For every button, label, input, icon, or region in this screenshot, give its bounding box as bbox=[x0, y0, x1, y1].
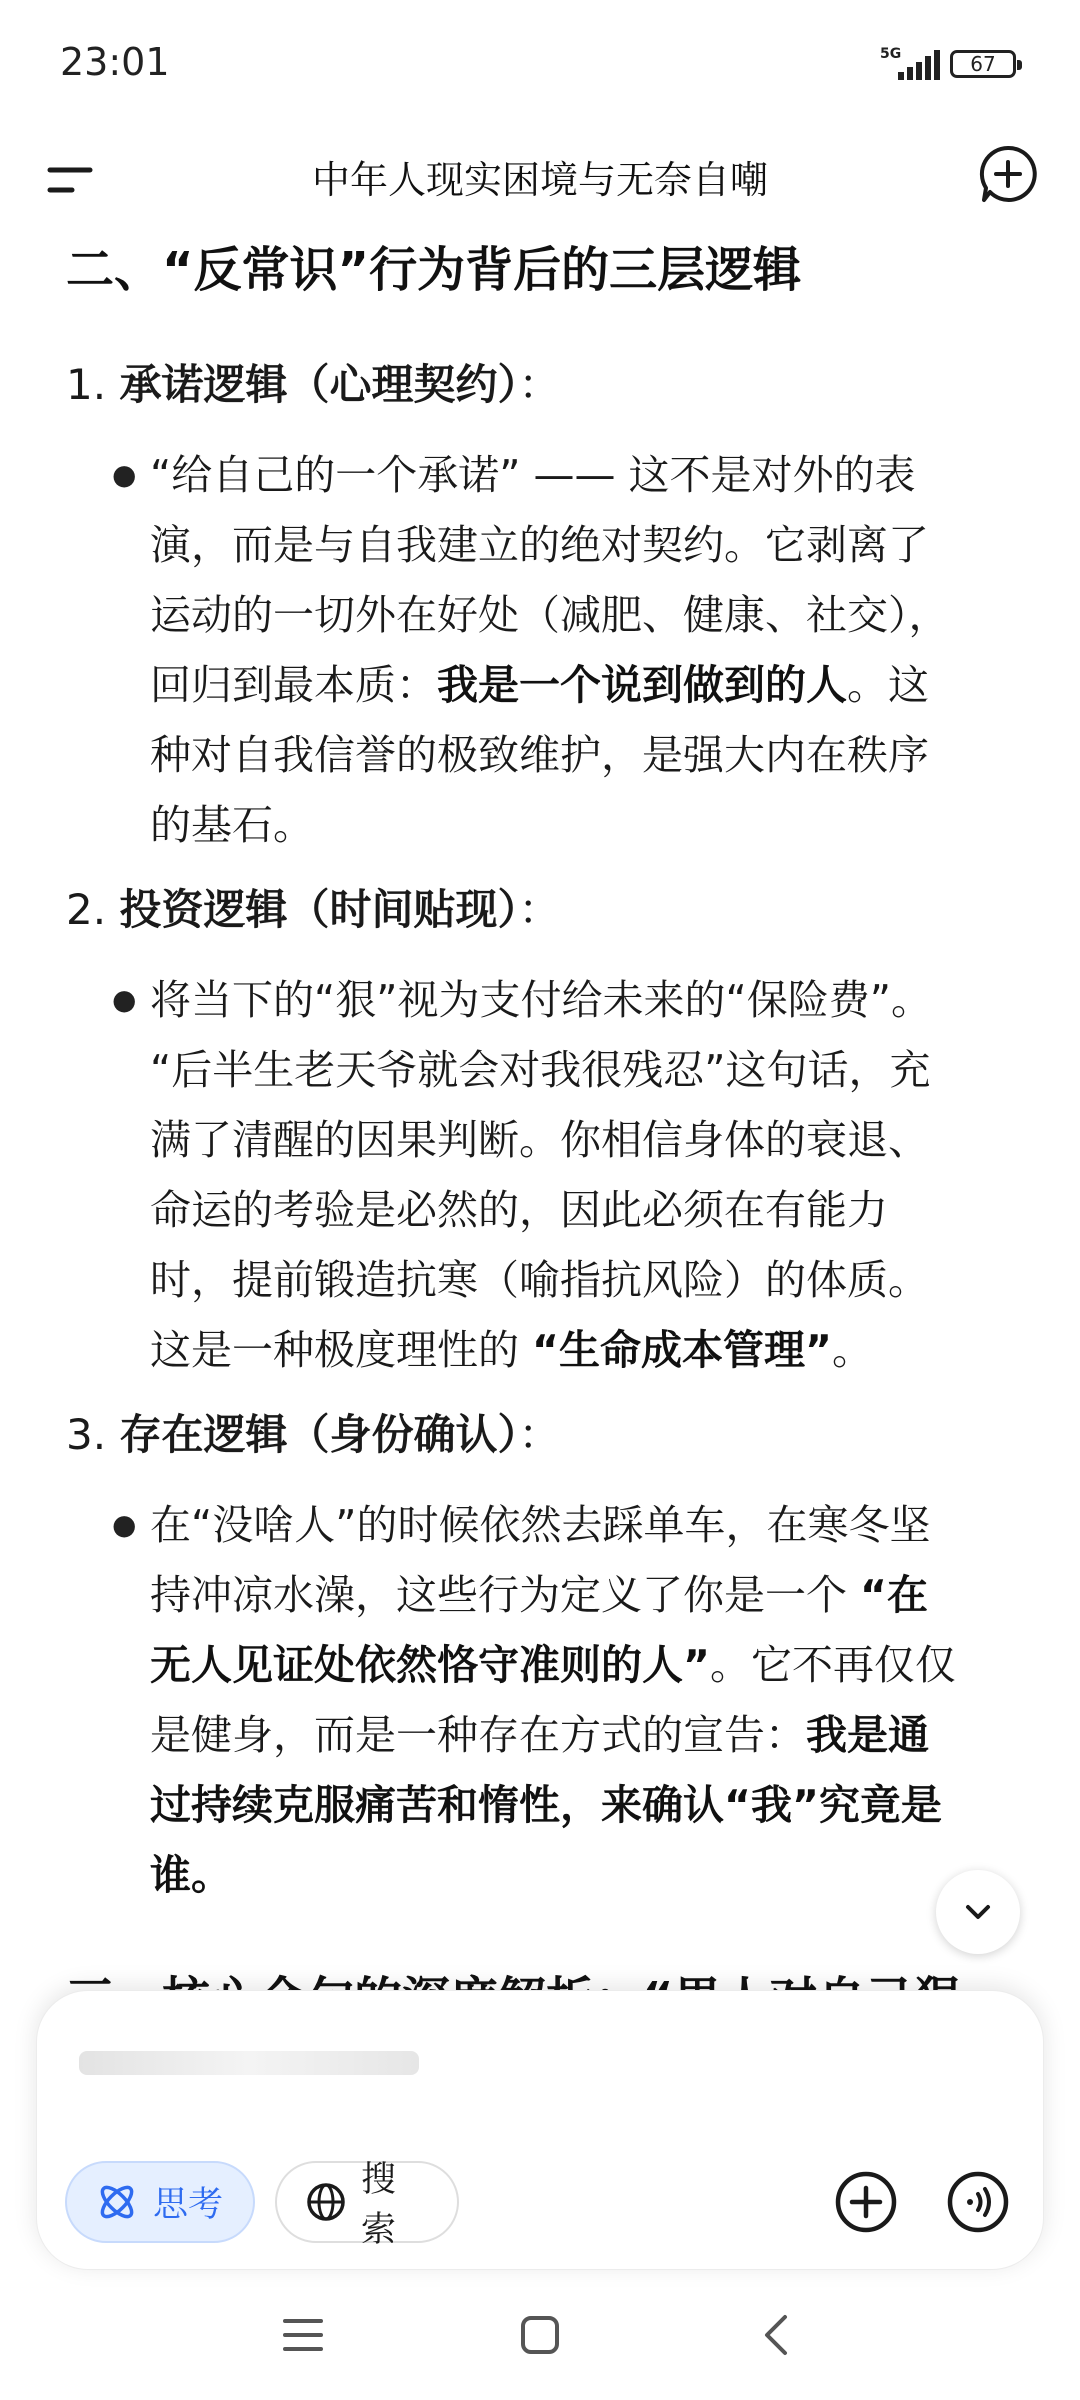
nav-back-button[interactable] bbox=[742, 2300, 812, 2370]
globe-icon bbox=[305, 2181, 347, 2223]
text-segment: 运动的一切外在好处（减肥、健康、社交）， bbox=[150, 591, 950, 639]
list-item-heading bbox=[66, 355, 560, 415]
item-paragraph bbox=[150, 1490, 1020, 1910]
paragraph-line bbox=[150, 1035, 1020, 1105]
status-bar bbox=[0, 0, 1080, 130]
text-segment: 的基石。 bbox=[150, 801, 314, 849]
search-toggle-button[interactable] bbox=[275, 2160, 459, 2250]
bold-text: 我是通 bbox=[806, 1711, 929, 1759]
list-item-heading bbox=[66, 880, 560, 940]
chevron-down-icon bbox=[958, 1892, 998, 1932]
text-segment: “后半生老天爷就会对我很残忍”这句话，充 bbox=[150, 1046, 931, 1094]
item-colon: ： bbox=[518, 885, 561, 934]
bold-text: “在 bbox=[860, 1571, 928, 1619]
text-segment: 回归到最本质： bbox=[150, 661, 437, 709]
paragraph-line bbox=[150, 650, 1020, 720]
bold-text: 谁。 bbox=[150, 1851, 232, 1899]
paragraph-line bbox=[150, 790, 1020, 860]
text-segment: 。它不再仅仅 bbox=[709, 1641, 956, 1689]
battery-level: 67 bbox=[970, 52, 996, 76]
item-title: 承诺逻辑（心理契约） bbox=[119, 360, 519, 409]
think-label: 思考 bbox=[153, 2185, 224, 2225]
input-placeholder-blur bbox=[79, 2051, 419, 2075]
item-colon: ： bbox=[518, 360, 561, 409]
voice-wave-icon bbox=[946, 2170, 1010, 2234]
paragraph-line bbox=[150, 1770, 1020, 1840]
bullet-icon: ● bbox=[112, 983, 137, 1016]
paragraph-line bbox=[150, 1175, 1020, 1245]
paragraph-line bbox=[150, 965, 1020, 1035]
text-segment: 演，而是与自我建立的绝对契约。它剥离了 bbox=[150, 521, 929, 569]
system-nav-bar bbox=[0, 2270, 1080, 2400]
text-segment: 持冲凉水澡，这些行为定义了你是一个 bbox=[150, 1571, 861, 1619]
paragraph-line bbox=[150, 1560, 1020, 1630]
bold-text: 无人见证处依然恪守准则的人” bbox=[150, 1641, 710, 1689]
menu-icon[interactable] bbox=[42, 150, 102, 210]
bold-text: “生命成本管理” bbox=[532, 1326, 832, 1374]
signal-icon bbox=[878, 44, 942, 84]
paragraph-line bbox=[150, 440, 1020, 510]
new-chat-icon[interactable] bbox=[976, 142, 1040, 206]
nav-home-icon bbox=[518, 2313, 562, 2357]
paragraph-line bbox=[150, 720, 1020, 790]
paragraph-line bbox=[150, 1490, 1020, 1560]
paragraph-line bbox=[150, 1700, 1020, 1770]
input-panel bbox=[36, 1990, 1044, 2270]
nav-menu-button[interactable] bbox=[268, 2300, 338, 2370]
chat-content[interactable] bbox=[0, 230, 1080, 1990]
bullet-icon: ● bbox=[112, 458, 137, 491]
text-segment: 将当下的“狠”视为支付给未来的“保险费”。 bbox=[150, 976, 932, 1024]
item-colon: ： bbox=[518, 1410, 561, 1459]
paragraph-line bbox=[150, 1105, 1020, 1175]
text-segment: 种对自我信誉的极致维护，是强大内在秩序 bbox=[150, 731, 929, 779]
page-title: 中年人现实困境与无奈自嘲 bbox=[311, 158, 768, 202]
bullet-icon: ● bbox=[112, 1508, 137, 1541]
nav-back-icon bbox=[759, 2313, 795, 2357]
think-toggle-button[interactable] bbox=[65, 2161, 255, 2243]
item-title: 投资逻辑（时间贴现） bbox=[119, 885, 519, 934]
nav-menu-icon bbox=[281, 2315, 325, 2355]
search-label: 搜索 bbox=[361, 2160, 397, 2250]
text-segment: “给自己的一个承诺” —— 这不是对外的表 bbox=[150, 451, 916, 499]
item-paragraph bbox=[150, 965, 1020, 1385]
text-segment: 命运的考验是必然的，因此必须在有能力 bbox=[150, 1186, 888, 1234]
paragraph-line bbox=[150, 1245, 1020, 1315]
paragraph-line bbox=[150, 510, 1020, 580]
text-segment: 。这 bbox=[847, 661, 929, 709]
bold-text: 过持续克服痛苦和惰性，来确认“我”究竟是 bbox=[150, 1781, 942, 1829]
battery-icon bbox=[950, 50, 1016, 78]
text-segment: 时，提前锻造抗寒（喻指抗风险）的体质。 bbox=[150, 1256, 929, 1304]
nav-home-button[interactable] bbox=[505, 2300, 575, 2370]
item-number: 2. bbox=[66, 885, 107, 934]
paragraph-line bbox=[150, 1315, 1020, 1385]
scroll-down-button[interactable] bbox=[936, 1870, 1020, 1954]
status-time: 23:01 bbox=[60, 40, 170, 84]
item-paragraph bbox=[150, 440, 1020, 860]
item-number: 1. bbox=[66, 360, 107, 409]
network-label: 5G bbox=[880, 46, 902, 62]
paragraph-line bbox=[150, 1630, 1020, 1700]
text-segment: 满了清醒的因果判断。你相信身体的衰退、 bbox=[150, 1116, 929, 1164]
section-title: 二、“反常识”行为背后的三层逻辑 bbox=[66, 242, 802, 298]
text-segment: 这是一种极度理性的 bbox=[150, 1326, 533, 1374]
bold-text: 我是一个说到做到的人 bbox=[437, 661, 847, 709]
text-segment: 。 bbox=[831, 1326, 873, 1374]
text-segment: 是健身，而是一种存在方式的宣告： bbox=[150, 1711, 806, 1759]
item-title: 存在逻辑（身份确认） bbox=[119, 1410, 519, 1459]
plus-circle-icon bbox=[834, 2170, 898, 2234]
atom-icon bbox=[95, 2180, 139, 2224]
paragraph-line bbox=[150, 580, 1020, 650]
text-segment: 在“没啥人”的时候依然去踩单车，在寒冬坚 bbox=[150, 1501, 931, 1549]
item-number: 3. bbox=[66, 1410, 107, 1459]
list-item-heading bbox=[66, 1405, 560, 1465]
add-attachment-button[interactable] bbox=[825, 2161, 907, 2243]
paragraph-line bbox=[150, 1840, 1020, 1910]
voice-call-button[interactable] bbox=[937, 2161, 1019, 2243]
top-bar bbox=[0, 130, 1080, 230]
